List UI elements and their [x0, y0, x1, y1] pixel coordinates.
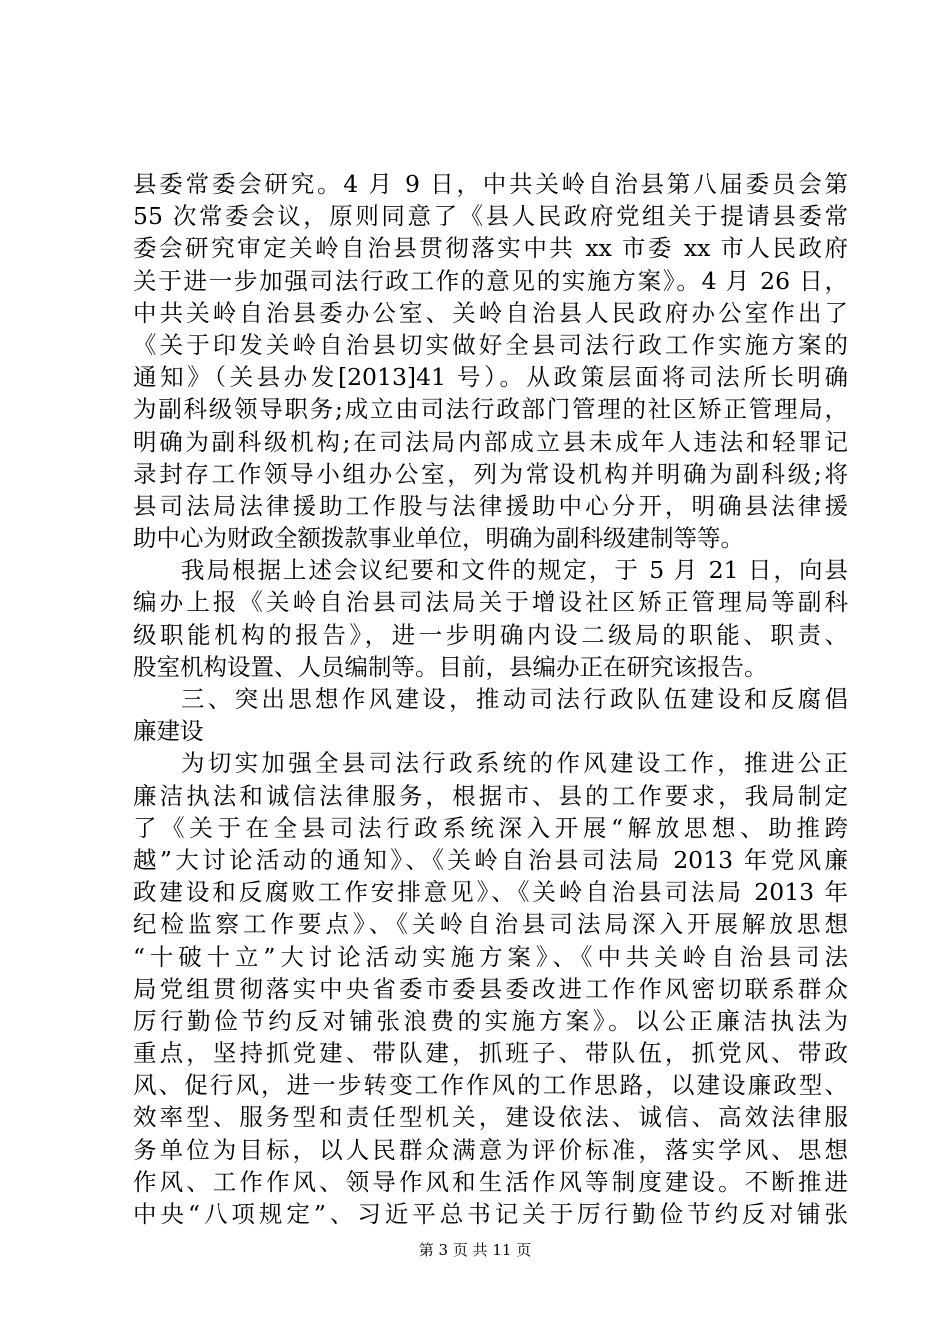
text-line: 纪检监察工作要点》、《关岭自治县司法局深入开展解放思想 [133, 910, 848, 939]
text-line: 通知》（关县办发[2013]41 号）。从政策层面将司法所长明确 [133, 363, 848, 392]
text-line: 录封存工作领导小组办公室，列为常设机构并明确为副科级;将 [133, 459, 848, 488]
text-line: 《关于印发关岭自治县切实做好全县司法行政工作实施方案的 [133, 330, 848, 359]
text-line: 级职能机构的报告》，进一步明确内设二级局的职能、职责、 [133, 620, 848, 649]
text-line: 明确为副科级机构;在司法局内部成立县未成年人违法和轻罪记 [133, 427, 848, 456]
text-line: 局党组贯彻落实中央省委市委县委改进工作作风密切联系群众 [133, 974, 848, 1003]
text-line: 中央“八项规定”、习近平总书记关于厉行勤俭节约反对铺张 [133, 1200, 848, 1228]
section-heading-line: 三、突出思想作风建设，推动司法行政队伍建设和反腐倡 [181, 685, 848, 713]
text-line: 县司法局法律援助工作股与法律援助中心分开，明确县法律援 [133, 491, 848, 520]
text-line: 编办上报《关岭自治县司法局关于增设社区矫正管理局等副科 [133, 588, 848, 617]
paragraph-start-line: 为切实加强全县司法行政系统的作风建设工作，推进公正 [181, 749, 848, 778]
text-line: 作风、工作作风、领导作风和生活作风等制度建设。不断推进 [133, 1167, 848, 1196]
text-line: 委会研究审定关岭自治县贯彻落实中共 xx 市委 xx 市人民政府 [133, 234, 848, 263]
text-line: 助中心为财政全额拨款事业单位，明确为副科级建制等等。 [133, 524, 744, 553]
text-line: 务单位为目标，以人民群众满意为评价标准，落实学风、思想 [133, 1135, 848, 1164]
text-line: 政建设和反腐败工作安排意见》、《关岭自治县司法局 2013 年 [133, 878, 848, 907]
text-line: 了《关于在全县司法行政系统深入开展“解放思想、助推跨 [133, 813, 848, 842]
document-body [133, 168, 848, 1230]
text-line: 关于进一步加强司法行政工作的意见的实施方案》。4 月 26 日， [133, 266, 848, 295]
text-line: 风、促行风，进一步转变工作作风的工作思路，以建设廉政型、 [133, 1071, 848, 1100]
text-line: 股室机构设置、人员编制等。目前，县编办正在研究该报告。 [133, 652, 768, 681]
text-line: 为副科级领导职务;成立由司法行政部门管理的社区矫正管理局， [133, 395, 848, 424]
section-heading-line: 廉建设 [133, 717, 204, 746]
paragraph-start-line: 我局根据上述会议纪要和文件的规定，于 5 月 21 日，向县 [181, 556, 848, 585]
text-line: 厉行勤俭节约反对铺张浪费的实施方案》。以公正廉洁执法为 [133, 1006, 848, 1035]
text-line: 廉洁执法和诚信法律服务，根据市、县的工作要求，我局制定 [133, 781, 848, 810]
text-line: 县委常委会研究。4 月 9 日，中共关岭自治县第八届委员会第 [133, 170, 848, 198]
text-line: 越”大讨论活动的通知》、《关岭自治县司法局 2013 年党风廉 [133, 845, 848, 874]
page-number-footer: 第 3 页 共 11 页 [418, 1241, 532, 1259]
text-line: “十破十立”大讨论活动实施方案》、《中共关岭自治县司法 [133, 942, 848, 971]
text-line: 重点，坚持抓党建、带队建，抓班子、带队伍，抓党风、带政 [133, 1039, 848, 1068]
text-line: 效率型、服务型和责任型机关，建设依法、诚信、高效法律服 [133, 1103, 848, 1132]
text-line: 55 次常委会议，原则同意了《县人民政府党组关于提请县委常 [133, 202, 848, 231]
text-line: 中共关岭自治县委办公室、关岭自治县人民政府办公室作出了 [133, 298, 848, 327]
